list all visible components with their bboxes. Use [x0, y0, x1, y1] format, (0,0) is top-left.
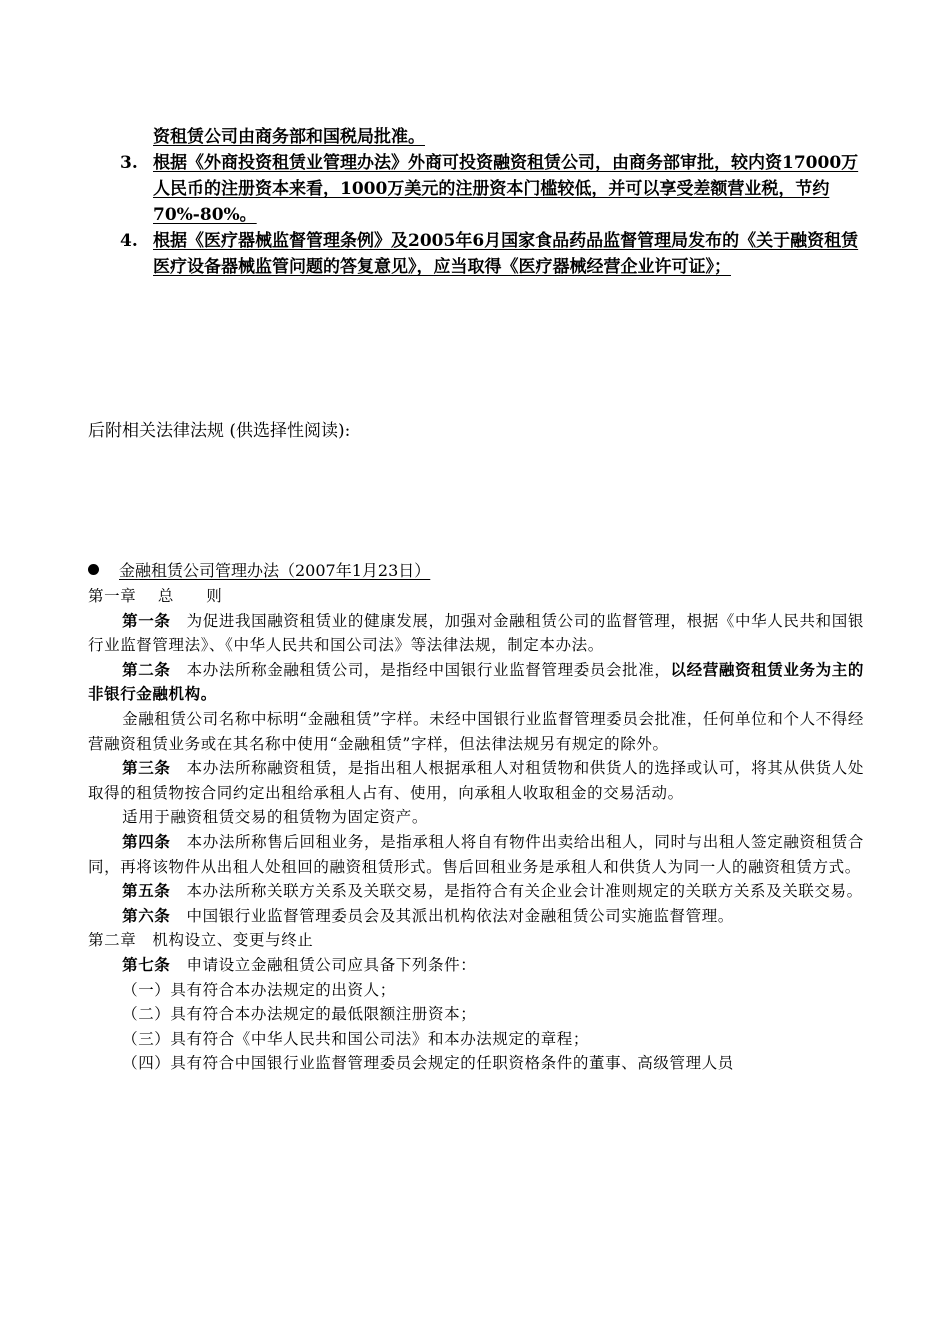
bullet-icon	[88, 564, 99, 575]
condition-item: （三）具有符合《中华人民共和国公司法》和本办法规定的章程；	[122, 1029, 589, 1048]
article-label: 第六条	[122, 905, 171, 925]
list-item-text: 根据《医疗器械监督管理条例》及2005年6月国家食品药品监督管理局发布的《关于融资租赁医疗设备器械监管问题的答复意见》，应当取得《医疗器械经营企业许可证》；	[153, 231, 859, 277]
list-item-text: 根据《外商投资租赁业管理办法》外商可投资融资租赁公司，由商务部审批，较内资17000万人民币的注册资本来看，1000万美元的注册资本门槛较低，并可以享受差额营业税，节约70%-80%。	[153, 153, 859, 225]
article-1	[88, 609, 864, 658]
list-number: 4.	[120, 231, 138, 251]
law-title-line	[88, 558, 430, 584]
appendix-heading: 后附相关法律法规 (供选择性阅读):	[88, 421, 351, 441]
article-text: 本办法所称金融租赁公司，是指经中国银行业监督管理委员会批准，	[170, 660, 671, 679]
article-label: 第二条	[122, 659, 171, 679]
article-7	[88, 953, 864, 978]
article-2	[88, 658, 864, 707]
list-item-3	[120, 150, 865, 228]
article-emphasis: 以经营融资租赁业务为主的非银行金融机构。	[88, 659, 864, 704]
article-label: 第五条	[122, 881, 171, 901]
article-label: 第四条	[122, 831, 171, 851]
article-text: 本办法所称关联方关系及关联交易，是指符合有关企业会计准则规定的关联方关系及关联交易。	[170, 882, 863, 901]
article-label: 第一条	[122, 610, 171, 630]
list-item-4	[120, 228, 865, 280]
chapter-heading: 第二章 机构设立、变更与终止	[88, 931, 314, 950]
law-title: 金融租赁公司管理办法（2007年1月23日）	[119, 561, 431, 580]
condition-item: （四）具有符合中国银行业监督管理委员会规定的任职资格条件的董事、高级管理人员	[122, 1054, 734, 1073]
article-text: 为促进我国融资租赁业的健康发展，加强对金融租赁公司的监督管理，根据《中华人民共和国银行业监督管理法》、《中华人民共和国公司法》等法律法规，制定本办法。	[88, 611, 864, 655]
article-text: 中国银行业监督管理委员会及其派出机构依法对金融租赁公司实施监督管理。	[170, 906, 734, 925]
article-2-paragraph: 金融租赁公司名称中标明“金融租赁”字样。未经中国银行业监督管理委员会批准，任何单位和个人不得经营融资租赁业务或在其名称中使用“金融租赁”字样，但法律法规另有规定的除外。	[88, 709, 864, 753]
article-text: 本办法所称售后回租业务，是指承租人将自有物件出卖给出租人，同时与出租人签定融资租赁合同，再将该物件从出租人处租回的融资租赁形式。售后回租业务是承租人和供货人为同一人的融资租赁方式。	[88, 832, 864, 876]
article-5	[88, 879, 864, 904]
article-3	[88, 756, 864, 805]
article-text: 申请设立金融租赁公司应具备下列条件：	[170, 955, 477, 974]
condition-item: （一）具有符合本办法规定的出资人；	[122, 980, 396, 999]
law-body	[88, 584, 864, 1076]
article-6	[88, 904, 864, 929]
list-number: 3.	[120, 153, 138, 173]
article-4	[88, 830, 864, 879]
chapter-heading: 第一章 总 则	[88, 587, 223, 605]
article-label: 第三条	[122, 758, 171, 778]
continuation-line: 资租赁公司由商务部和国税局批准。	[153, 127, 425, 147]
condition-item: （二）具有符合本办法规定的最低限额注册资本；	[122, 1005, 477, 1024]
article-text: 本办法所称融资租赁，是指出租人根据承租人对租赁物和供货人的选择或认可，将其从供货人处取得的租赁物按合同约定出租给承租人占有、使用，向承租人收取租金的交易活动。	[88, 759, 864, 802]
article-label: 第七条	[122, 954, 171, 974]
article-3-paragraph: 适用于融资租赁交易的租赁物为固定资产。	[122, 808, 428, 827]
